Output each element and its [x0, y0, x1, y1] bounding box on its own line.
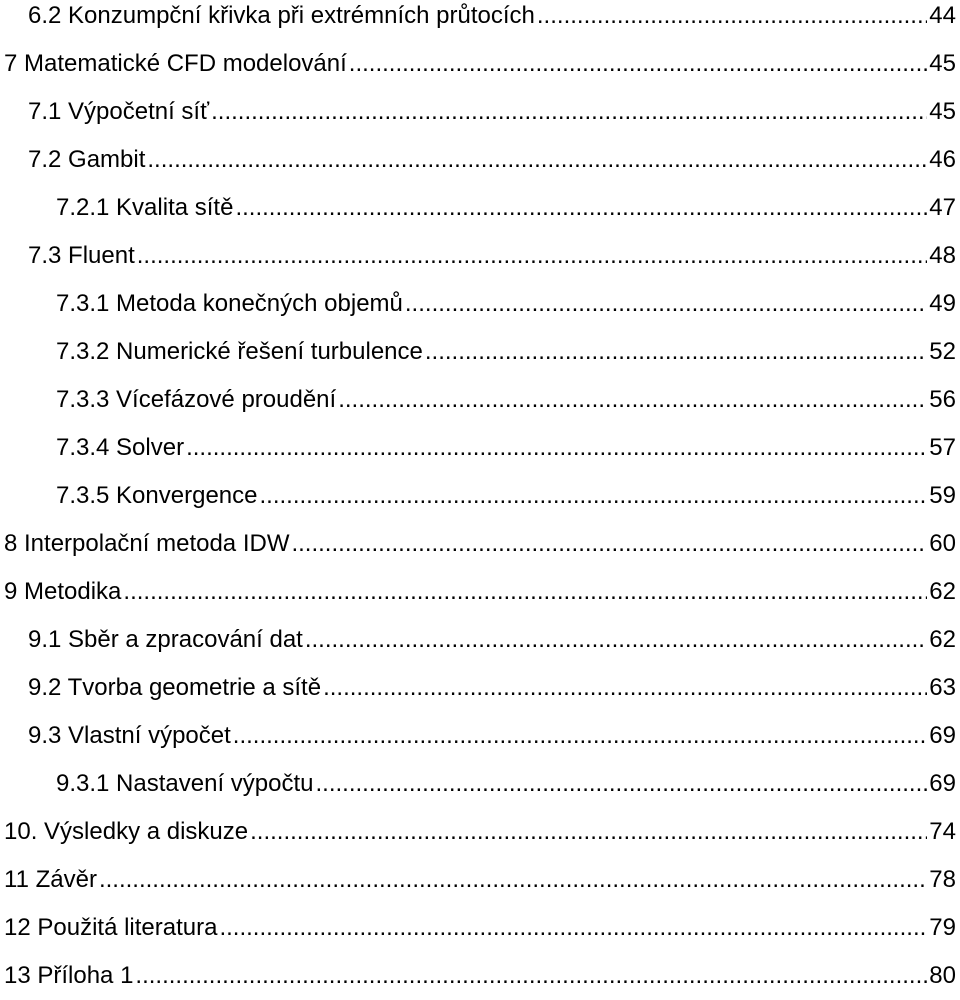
toc-dot-leader — [338, 376, 927, 424]
toc-entry-title: 13 Příloha 1 — [4, 962, 134, 989]
toc-entry-page: 57 — [929, 434, 956, 461]
toc-entry[interactable] — [56, 328, 956, 376]
toc-entry-page: 80 — [929, 962, 956, 989]
toc-entry-title: 7.3 Fluent — [28, 242, 135, 269]
toc-entry-title: 7.3.3 Vícefázové proudění — [56, 386, 337, 413]
toc-entry[interactable] — [56, 760, 956, 808]
toc-entry-title: 7.1 Výpočetní síť — [28, 98, 210, 125]
toc-entry[interactable] — [28, 136, 956, 184]
toc-entry-page: 49 — [929, 290, 956, 317]
toc-dot-leader — [405, 280, 927, 328]
toc-dot-leader — [250, 808, 927, 856]
toc-entry-page: 45 — [929, 50, 956, 77]
toc-entry-page: 52 — [929, 338, 956, 365]
toc-entry-title: 9.2 Tvorba geometrie a sítě — [28, 674, 322, 701]
toc-entry-page: 47 — [929, 194, 956, 221]
toc-dot-leader — [137, 232, 928, 280]
toc-entry[interactable] — [56, 280, 956, 328]
toc-entry-title: 9.1 Sběr a zpracování dat — [28, 626, 303, 653]
toc-entry[interactable] — [4, 952, 956, 1000]
toc-dot-leader — [305, 616, 927, 664]
toc-entry[interactable] — [56, 376, 956, 424]
toc-entry-page: 63 — [929, 674, 956, 701]
toc-entry-page: 44 — [929, 2, 956, 29]
toc-entry-title: 9.3 Vlastní výpočet — [28, 722, 231, 749]
toc-entry-page: 46 — [929, 146, 956, 173]
toc-entry[interactable] — [4, 40, 956, 88]
toc-dot-leader — [537, 0, 927, 40]
toc-dot-leader — [123, 568, 927, 616]
toc-entry[interactable] — [28, 616, 956, 664]
toc-dot-leader — [235, 184, 927, 232]
toc-dot-leader — [425, 328, 927, 376]
toc-entry-page: 45 — [929, 98, 956, 125]
toc-entry-title: 8 Interpolační metoda IDW — [4, 530, 290, 557]
toc-entry-title: 7.2 Gambit — [28, 146, 146, 173]
toc-entry-page: 48 — [929, 242, 956, 269]
toc-entry-title: 10. Výsledky a diskuze — [4, 818, 249, 845]
toc-dot-leader — [99, 856, 927, 904]
toc-entry-page: 79 — [929, 914, 956, 941]
toc-entry[interactable] — [28, 664, 956, 712]
toc-dot-leader — [135, 952, 927, 1000]
toc-entry[interactable] — [28, 232, 956, 280]
toc-dot-leader — [315, 760, 927, 808]
toc-entry[interactable] — [4, 856, 956, 904]
toc-dot-leader — [349, 40, 928, 88]
toc-entry[interactable] — [56, 472, 956, 520]
toc-dot-leader — [233, 712, 928, 760]
toc-entry-title: 9.3.1 Nastavení výpočtu — [56, 770, 314, 797]
toc-entry-page: 62 — [929, 578, 956, 605]
toc-entry[interactable] — [28, 712, 956, 760]
toc-dot-leader — [211, 88, 927, 136]
toc-dot-leader — [219, 904, 927, 952]
toc-dot-leader — [291, 520, 927, 568]
toc-entry-title: 12 Použitá literatura — [4, 914, 218, 941]
toc-entry-title: 11 Závěr — [4, 866, 97, 893]
toc-entry-title: 7.3.2 Numerické řešení turbulence — [56, 338, 423, 365]
toc-entry[interactable] — [4, 568, 956, 616]
toc-dot-leader — [186, 424, 927, 472]
toc-entry[interactable] — [56, 424, 956, 472]
toc-entry-page: 59 — [929, 482, 956, 509]
toc-entry-title: 7.3.4 Solver — [56, 434, 185, 461]
toc-entry-page: 69 — [929, 722, 956, 749]
toc-entry-page: 74 — [929, 818, 956, 845]
toc-dot-leader — [147, 136, 927, 184]
toc-entry-title: 7.3.1 Metoda konečných objemů — [56, 290, 403, 317]
toc-entry-page: 56 — [929, 386, 956, 413]
toc-entry-title: 7.2.1 Kvalita sítě — [56, 194, 234, 221]
toc-entry-title: 7.3.5 Konvergence — [56, 482, 258, 509]
toc-entry[interactable] — [4, 904, 956, 952]
toc-entry-title: 7 Matematické CFD modelování — [4, 50, 347, 77]
toc-entry[interactable] — [56, 184, 956, 232]
toc-dot-leader — [323, 664, 927, 712]
toc-entry[interactable] — [4, 808, 956, 856]
toc-entry[interactable] — [28, 0, 956, 40]
toc-entry-page: 60 — [929, 530, 956, 557]
toc-entry-page: 78 — [929, 866, 956, 893]
toc-entry-page: 62 — [929, 626, 956, 653]
toc-entry-title: 9 Metodika — [4, 578, 122, 605]
toc-entry[interactable] — [28, 88, 956, 136]
toc-dot-leader — [259, 472, 927, 520]
toc-entry[interactable] — [4, 520, 956, 568]
toc-entry-page: 69 — [929, 770, 956, 797]
toc-entry-title: 6.2 Konzumpční křivka při extrémních průtocích — [28, 2, 535, 29]
